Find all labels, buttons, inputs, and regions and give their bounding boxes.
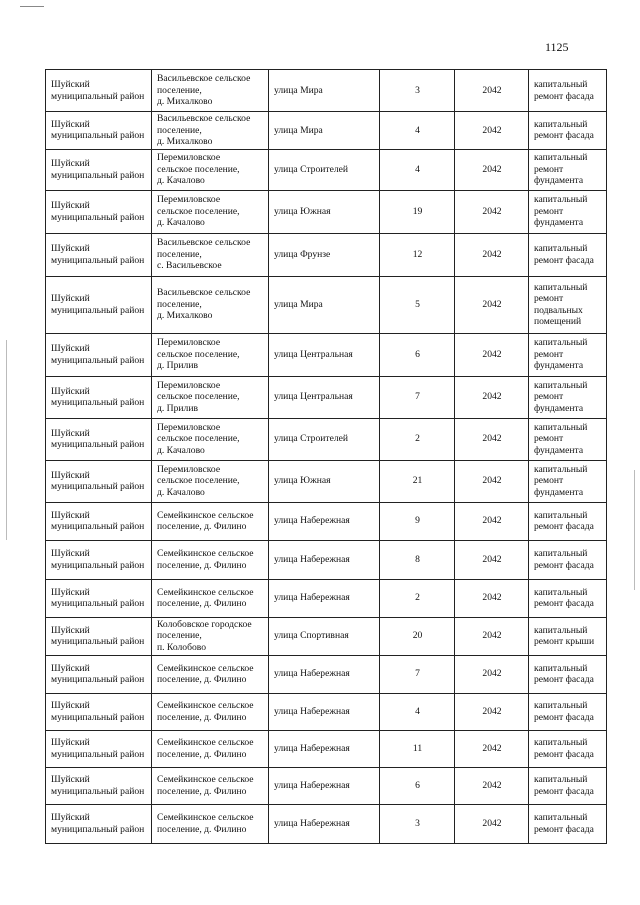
- cell-year: 2042: [455, 617, 529, 655]
- cell-year: 2042: [455, 333, 529, 376]
- cell-street: улица Мира: [269, 112, 380, 150]
- cell-settlement: [152, 460, 269, 502]
- cell-house-number: 5: [380, 276, 455, 333]
- cell-district: Шуйский муниципальный район: [46, 617, 152, 655]
- cell-work-type: капитальный ремонт фундамента: [529, 418, 607, 460]
- cell-house-number: 3: [380, 70, 455, 112]
- cell-street: улица Строителей: [269, 418, 380, 460]
- cell-year: 2042: [455, 540, 529, 579]
- cell-house-number: 4: [380, 149, 455, 190]
- settlement-line: поселение,: [157, 84, 202, 96]
- settlement-line: Семейкинское сельское: [157, 548, 254, 559]
- cell-street: улица Набережная: [269, 730, 380, 767]
- cell-district: Шуйский муниципальный район: [46, 579, 152, 617]
- cell-year: 2042: [455, 190, 529, 233]
- cell-district: Шуйский муниципальный район: [46, 655, 152, 693]
- settlement-line: Васильевское сельское: [157, 73, 251, 85]
- table-row: [46, 693, 607, 730]
- table-row: [46, 460, 607, 502]
- cell-settlement: [152, 376, 269, 418]
- cell-work-type: капитальный ремонт фасада: [529, 540, 607, 579]
- cell-district: Шуйский муниципальный район: [46, 149, 152, 190]
- cell-street: улица Набережная: [269, 540, 380, 579]
- settlement-line: поселение, д. Филино: [157, 785, 247, 797]
- cell-district: Шуйский муниципальный район: [46, 276, 152, 333]
- cell-work-type: капитальный ремонт фасада: [529, 767, 607, 804]
- cell-work-type: капитальный ремонт фундамента: [529, 460, 607, 502]
- table-row: [46, 418, 607, 460]
- settlement-line: Семейкинское сельское: [157, 700, 254, 711]
- settlement-line: Перемиловское: [157, 194, 221, 206]
- settlement-line: д. Михалково: [157, 136, 213, 147]
- settlement-line: Семейкинское сельское: [157, 662, 254, 674]
- settlement-line: Семейкинское сельское: [157, 509, 254, 521]
- cell-year: 2042: [455, 730, 529, 767]
- cell-district: Шуйский муниципальный район: [46, 767, 152, 804]
- table-row: [46, 579, 607, 617]
- page-number: 1125: [545, 40, 569, 54]
- cell-house-number: 19: [380, 190, 455, 233]
- settlement-line: поселение, д. Филино: [157, 711, 247, 723]
- cell-work-type: капитальный ремонт фасада: [529, 730, 607, 767]
- cell-district: Шуйский муниципальный район: [46, 112, 152, 150]
- settlement-line: поселение, д. Филино: [157, 674, 247, 685]
- settlement-line: Колобовское городское: [157, 618, 252, 630]
- settlement-line: Семейкинское сельское: [157, 586, 254, 598]
- cell-house-number: 11: [380, 730, 455, 767]
- cell-street: улица Мира: [269, 70, 380, 112]
- settlement-line: сельское поселение,: [157, 163, 240, 175]
- cell-district: Шуйский муниципальный район: [46, 418, 152, 460]
- cell-house-number: 20: [380, 617, 455, 655]
- settlement-line: Перемиловское: [157, 421, 221, 433]
- settlement-line: Васильевское сельское: [157, 287, 251, 299]
- cell-settlement: [152, 730, 269, 767]
- cell-settlement: [152, 617, 269, 655]
- cell-work-type: капитальный ремонт подвальных помещений: [529, 276, 607, 333]
- cell-year: 2042: [455, 233, 529, 276]
- cell-district: Шуйский муниципальный район: [46, 540, 152, 579]
- cell-settlement: [152, 767, 269, 804]
- cell-district: Шуйский муниципальный район: [46, 502, 152, 540]
- cell-street: улица Набережная: [269, 655, 380, 693]
- cell-work-type: капитальный ремонт фасада: [529, 579, 607, 617]
- cell-street: улица Центральная: [269, 333, 380, 376]
- settlement-line: поселение, д. Филино: [157, 823, 247, 835]
- settlement-line: с. Васильевское: [157, 260, 222, 272]
- cell-year: 2042: [455, 804, 529, 843]
- settlement-line: Перемиловское: [157, 463, 221, 475]
- cell-house-number: 4: [380, 112, 455, 150]
- cell-work-type: капитальный ремонт фундамента: [529, 149, 607, 190]
- table-row: [46, 804, 607, 843]
- cell-house-number: 3: [380, 804, 455, 843]
- settlement-line: Васильевское сельское: [157, 237, 251, 249]
- cell-street: улица Строителей: [269, 149, 380, 190]
- settlement-line: д. Качалово: [157, 444, 205, 456]
- cell-year: 2042: [455, 502, 529, 540]
- cell-settlement: [152, 190, 269, 233]
- settlement-line: сельское поселение,: [157, 391, 240, 403]
- table-row: [46, 655, 607, 693]
- registry-table: [45, 69, 607, 844]
- cell-work-type: капитальный ремонт фасада: [529, 502, 607, 540]
- settlement-line: Семейкинское сельское: [157, 812, 254, 823]
- cell-district: Шуйский муниципальный район: [46, 70, 152, 112]
- cell-district: Шуйский муниципальный район: [46, 693, 152, 730]
- settlement-line: д. Прилив: [157, 402, 198, 414]
- table-row: [46, 730, 607, 767]
- settlement-line: сельское поселение,: [157, 205, 240, 217]
- cell-work-type: капитальный ремонт крыши: [529, 617, 607, 655]
- cell-year: 2042: [455, 276, 529, 333]
- scan-edge-mark-top: [20, 6, 44, 7]
- cell-district: Шуйский муниципальный район: [46, 460, 152, 502]
- table-row: [46, 767, 607, 804]
- cell-street: улица Южная: [269, 460, 380, 502]
- cell-district: Шуйский муниципальный район: [46, 190, 152, 233]
- cell-district: Шуйский муниципальный район: [46, 730, 152, 767]
- settlement-line: поселение, д. Филино: [157, 748, 247, 760]
- cell-street: улица Набережная: [269, 693, 380, 730]
- cell-house-number: 21: [380, 460, 455, 502]
- cell-work-type: капитальный ремонт фундамента: [529, 376, 607, 418]
- cell-work-type: капитальный ремонт фасада: [529, 693, 607, 730]
- cell-house-number: 7: [380, 655, 455, 693]
- settlement-line: д. Михалково: [157, 96, 213, 108]
- settlement-line: д. Качалово: [157, 217, 205, 229]
- cell-year: 2042: [455, 70, 529, 112]
- cell-settlement: [152, 149, 269, 190]
- cell-house-number: 6: [380, 767, 455, 804]
- cell-settlement: [152, 112, 269, 150]
- cell-settlement: [152, 693, 269, 730]
- cell-house-number: 12: [380, 233, 455, 276]
- cell-work-type: капитальный ремонт фасада: [529, 804, 607, 843]
- settlement-line: сельское поселение,: [157, 433, 240, 445]
- cell-house-number: 9: [380, 502, 455, 540]
- cell-house-number: 7: [380, 376, 455, 418]
- settlement-line: Семейкинское сельское: [157, 774, 254, 785]
- cell-year: 2042: [455, 693, 529, 730]
- cell-work-type: капитальный ремонт фасада: [529, 655, 607, 693]
- settlement-line: д. Прилив: [157, 360, 198, 372]
- cell-year: 2042: [455, 655, 529, 693]
- cell-year: 2042: [455, 579, 529, 617]
- table-row: [46, 617, 607, 655]
- cell-year: 2042: [455, 418, 529, 460]
- table-row: [46, 233, 607, 276]
- settlement-line: сельское поселение,: [157, 475, 240, 487]
- cell-settlement: [152, 579, 269, 617]
- settlement-line: поселение,: [157, 298, 202, 310]
- cell-settlement: [152, 540, 269, 579]
- cell-house-number: 2: [380, 579, 455, 617]
- settlement-line: поселение, д. Филино: [157, 521, 247, 532]
- settlement-line: п. Колобово: [157, 641, 207, 653]
- cell-settlement: [152, 418, 269, 460]
- settlement-line: Перемиловское: [157, 337, 221, 349]
- cell-house-number: 8: [380, 540, 455, 579]
- cell-settlement: [152, 70, 269, 112]
- table-row: [46, 149, 607, 190]
- cell-year: 2042: [455, 149, 529, 190]
- settlement-line: Семейкинское сельское: [157, 737, 254, 748]
- table-row: [46, 376, 607, 418]
- cell-year: 2042: [455, 767, 529, 804]
- cell-year: 2042: [455, 112, 529, 150]
- scan-edge-mark-left: [6, 340, 7, 540]
- cell-street: улица Спортивная: [269, 617, 380, 655]
- cell-house-number: 4: [380, 693, 455, 730]
- cell-work-type: капитальный ремонт фундамента: [529, 190, 607, 233]
- cell-house-number: 2: [380, 418, 455, 460]
- cell-district: Шуйский муниципальный район: [46, 376, 152, 418]
- settlement-line: д. Михалково: [157, 310, 213, 322]
- cell-settlement: [152, 276, 269, 333]
- table-row: [46, 70, 607, 112]
- cell-district: Шуйский муниципальный район: [46, 804, 152, 843]
- settlement-line: сельское поселение,: [157, 348, 240, 360]
- cell-settlement: [152, 655, 269, 693]
- settlement-line: поселение,: [157, 630, 202, 642]
- cell-settlement: [152, 502, 269, 540]
- table-row: [46, 190, 607, 233]
- cell-settlement: [152, 233, 269, 276]
- table-row: [46, 333, 607, 376]
- scan-edge-mark-right: [634, 470, 635, 590]
- settlement-line: Васильевское сельское: [157, 113, 251, 124]
- cell-street: улица Набережная: [269, 767, 380, 804]
- table-row: [46, 540, 607, 579]
- settlement-line: д. Качалово: [157, 175, 205, 187]
- cell-year: 2042: [455, 460, 529, 502]
- settlement-line: поселение,: [157, 124, 202, 136]
- settlement-line: поселение, д. Филино: [157, 598, 247, 609]
- cell-house-number: 6: [380, 333, 455, 376]
- cell-street: улица Набережная: [269, 502, 380, 540]
- table-row: [46, 502, 607, 540]
- cell-work-type: капитальный ремонт фасада: [529, 233, 607, 276]
- settlement-line: Перемиловское: [157, 152, 221, 164]
- cell-street: улица Центральная: [269, 376, 380, 418]
- settlement-line: поселение, д. Филино: [157, 559, 247, 571]
- cell-work-type: капитальный ремонт фасада: [529, 70, 607, 112]
- cell-work-type: капитальный ремонт фундамента: [529, 333, 607, 376]
- cell-work-type: капитальный ремонт фасада: [529, 112, 607, 150]
- cell-settlement: [152, 333, 269, 376]
- settlement-line: д. Качалово: [157, 486, 205, 498]
- settlement-line: Перемиловское: [157, 379, 221, 391]
- cell-street: улица Набережная: [269, 804, 380, 843]
- cell-district: Шуйский муниципальный район: [46, 333, 152, 376]
- cell-district: Шуйский муниципальный район: [46, 233, 152, 276]
- cell-street: улица Фрунзе: [269, 233, 380, 276]
- cell-street: улица Набережная: [269, 579, 380, 617]
- cell-settlement: [152, 804, 269, 843]
- cell-street: улица Южная: [269, 190, 380, 233]
- settlement-line: поселение,: [157, 248, 202, 260]
- table-row: [46, 112, 607, 150]
- cell-year: 2042: [455, 376, 529, 418]
- cell-street: улица Мира: [269, 276, 380, 333]
- table-row: [46, 276, 607, 333]
